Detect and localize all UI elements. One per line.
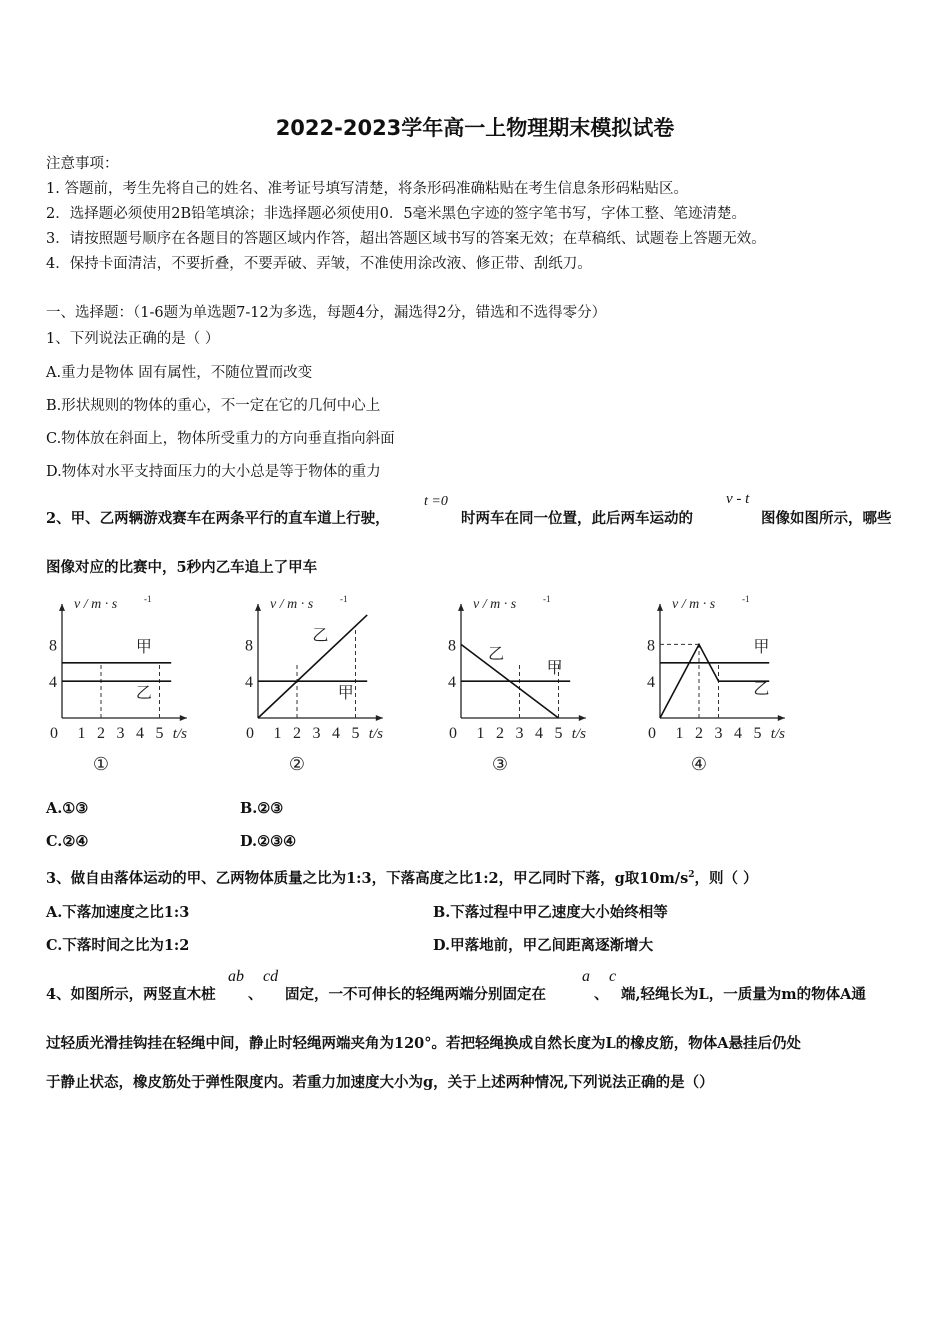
x-tick-label: 1 [675,725,684,742]
q1-option-b: B.形状规则的物体的重心，不一定在它的几何中心上 [46,398,381,414]
series-label-yi: 乙 [488,646,505,664]
notice-item: 2．选择题必须使用2B铅笔填涂；非选择题必须使用0．5毫米黑色字迹的签字笔书写，字体工整、笔迹清楚。 [46,206,747,222]
q1-option-a: A.重力是物体 固有属性，不随位置而改变 [46,365,313,381]
x-axis-label: t/s [571,726,586,742]
q3-option-a: A.下落加速度之比1:3 [46,904,190,921]
notice-item: 1. 答题前，考生先将自己的姓名、准考证号填写清楚，将条形码准确粘贴在考生信息条形码粘贴区。 [46,181,688,197]
q1-option-c: C.物体放在斜面上，物体所受重力的方向垂直指向斜面 [46,431,395,447]
series-label-yi: 乙 [753,681,770,699]
x-tick-label: 4 [136,725,144,742]
q4-formula-cd: cd [263,968,279,985]
x-tick-label: 4 [535,725,543,742]
x-axis-arrow [180,715,187,721]
y-tick-label: 8 [448,637,456,655]
y-axis-label: v / m · s [270,596,314,612]
series-label-jia: 甲 [135,638,152,656]
q3-option-d: D.甲落地前，甲乙间距离逐渐增大 [433,937,654,954]
x-tick-label: 4 [332,725,340,742]
series-label-jia: 甲 [753,638,770,656]
q3-stem [46,867,758,888]
y-axis-label: v / m · s [74,596,118,612]
origin-label: 0 [648,725,656,742]
x-tick-label: 2 [496,725,504,742]
q3-option-c: C.下落时间之比为1:2 [46,937,190,954]
q3-stem-sup: 2 [688,870,695,881]
y-axis-label-sup: -1 [144,593,152,604]
q2-stem-part2: 时两车在同一位置，此后两车运动的 [461,510,693,527]
x-tick-label: 1 [476,725,485,742]
y-axis-arrow [59,604,65,611]
y-axis-arrow [255,604,261,611]
q4-formula-ab: ab [228,968,244,985]
x-axis-label: t/s [368,726,383,742]
x-tick-label: 5 [753,725,762,742]
q3-option-b: B.下落过程中甲乙速度大小始终相等 [433,904,668,921]
q3-stem-text: 3、做自由落体运动的甲、乙两物体质量之比为1:3，下落高度之比1:2，甲乙同时下落，g取10m/s [46,870,689,887]
origin-label: 0 [449,725,457,742]
origin-label: 0 [50,725,58,742]
notice-item: 3．请按照题号顺序在各题目的答题区域内作答，超出答题区域书写的答案无效；在草稿纸、试题卷上答题无效。 [46,231,766,247]
y-tick-label: 4 [49,674,57,692]
y-tick-label: 8 [49,637,57,655]
y-axis-label: v / m · s [672,596,716,612]
y-tick-label: 4 [448,674,456,692]
x-axis-arrow [376,715,383,721]
q1-stem: 1、下列说法正确的是（ ） [46,331,220,347]
q2-formula-vt: v - t [726,491,750,507]
section-heading: 一、选择题：（1-6题为单选题7-12为多选，每题4分，漏选得2分，错选和不选得零分） [46,305,607,321]
x-tick-label: 1 [273,725,282,742]
q4-formula-c: c [609,968,617,985]
q2-stem-part1: 2、甲、乙两辆游戏赛车在两条平行的直车道上行驶， [46,510,390,527]
graph-caption: ① [92,754,110,774]
q1-option-d: D.物体对水平支持面压力的大小总是等于物体的重力 [46,464,381,480]
q4-separator: 、 [594,986,609,1003]
y-tick-label: 4 [647,674,655,692]
q4-part2: 固定，一不可伸长的轻绳两端分别固定在 [285,986,546,1003]
notice-item: 4．保持卡面清洁，不要折叠，不要弄破、弄皱，不准使用涂改液、修正带、刮纸刀。 [46,256,592,272]
x-tick-label: 5 [554,725,563,742]
x-axis-label: t/s [770,726,785,742]
y-axis-arrow [458,604,464,611]
y-tick-label: 4 [245,674,253,692]
q4-separator: 、 [248,986,263,1003]
q2-option-b: B.②③ [240,800,284,817]
x-tick-label: 3 [515,725,524,742]
y-tick-label: 8 [647,637,655,655]
x-tick-label: 2 [695,725,703,742]
q4-part1: 4、如图所示，两竖直木桩 [46,986,216,1003]
q2-stem-line2: 图像对应的比赛中，5秒内乙车追上了甲车 [46,559,318,576]
x-tick-label: 3 [312,725,321,742]
q2-option-a: A.①③ [46,800,89,817]
y-axis-label: v / m · s [473,596,517,612]
x-tick-label: 5 [351,725,360,742]
graph-caption: ④ [690,754,708,774]
series-label-yi: 乙 [312,627,329,645]
series-label-jia: 甲 [337,684,354,702]
q4-part3: 端,轻绳长为L，一质量为m的物体A通 [621,986,866,1003]
y-tick-label: 8 [245,637,253,655]
vt-graphs [0,590,950,790]
q2-formula-t0: t =0 [424,494,448,509]
page-title: 2022-2023学年高一上物理期末模拟试卷 [275,116,675,140]
y-axis-arrow [657,604,663,611]
x-axis-arrow [778,715,785,721]
x-axis-arrow [579,715,586,721]
x-tick-label: 3 [714,725,723,742]
y-axis-label-sup: -1 [340,593,348,604]
series-label-jia: 甲 [546,659,563,677]
x-axis-label: t/s [172,726,187,742]
x-tick-label: 4 [734,725,742,742]
y-axis-label-sup: -1 [543,593,551,604]
q2-option-d: D.②③④ [240,833,297,850]
x-tick-label: 5 [155,725,164,742]
q4-line2: 过轻质光滑挂钩挂在轻绳中间，静止时轻绳两端夹角为120°。若把轻绳换成自然长度为L的橡皮筋，物体A悬挂后仍处 [46,1035,801,1052]
origin-label: 0 [246,725,254,742]
y-axis-label-sup: -1 [742,593,750,604]
series-label-yi: 乙 [135,684,152,702]
q2-stem-part3: 图像如图所示，哪些 [761,510,892,527]
q2-option-c: C.②④ [46,833,89,850]
q3-stem-end: ，则（ ） [694,870,758,887]
x-tick-label: 3 [116,725,125,742]
q4-formula-a: a [582,968,590,985]
x-tick-label: 2 [97,725,105,742]
notice-heading: 注意事项： [46,156,119,172]
x-tick-label: 1 [77,725,86,742]
q4-line3: 于静止状态，橡皮筋处于弹性限度内。若重力加速度大小为g，关于上述两种情况,下列说法正确的是（） [46,1074,714,1091]
x-tick-label: 2 [293,725,301,742]
graph-caption: ③ [491,754,509,774]
graph-caption: ② [288,754,306,774]
